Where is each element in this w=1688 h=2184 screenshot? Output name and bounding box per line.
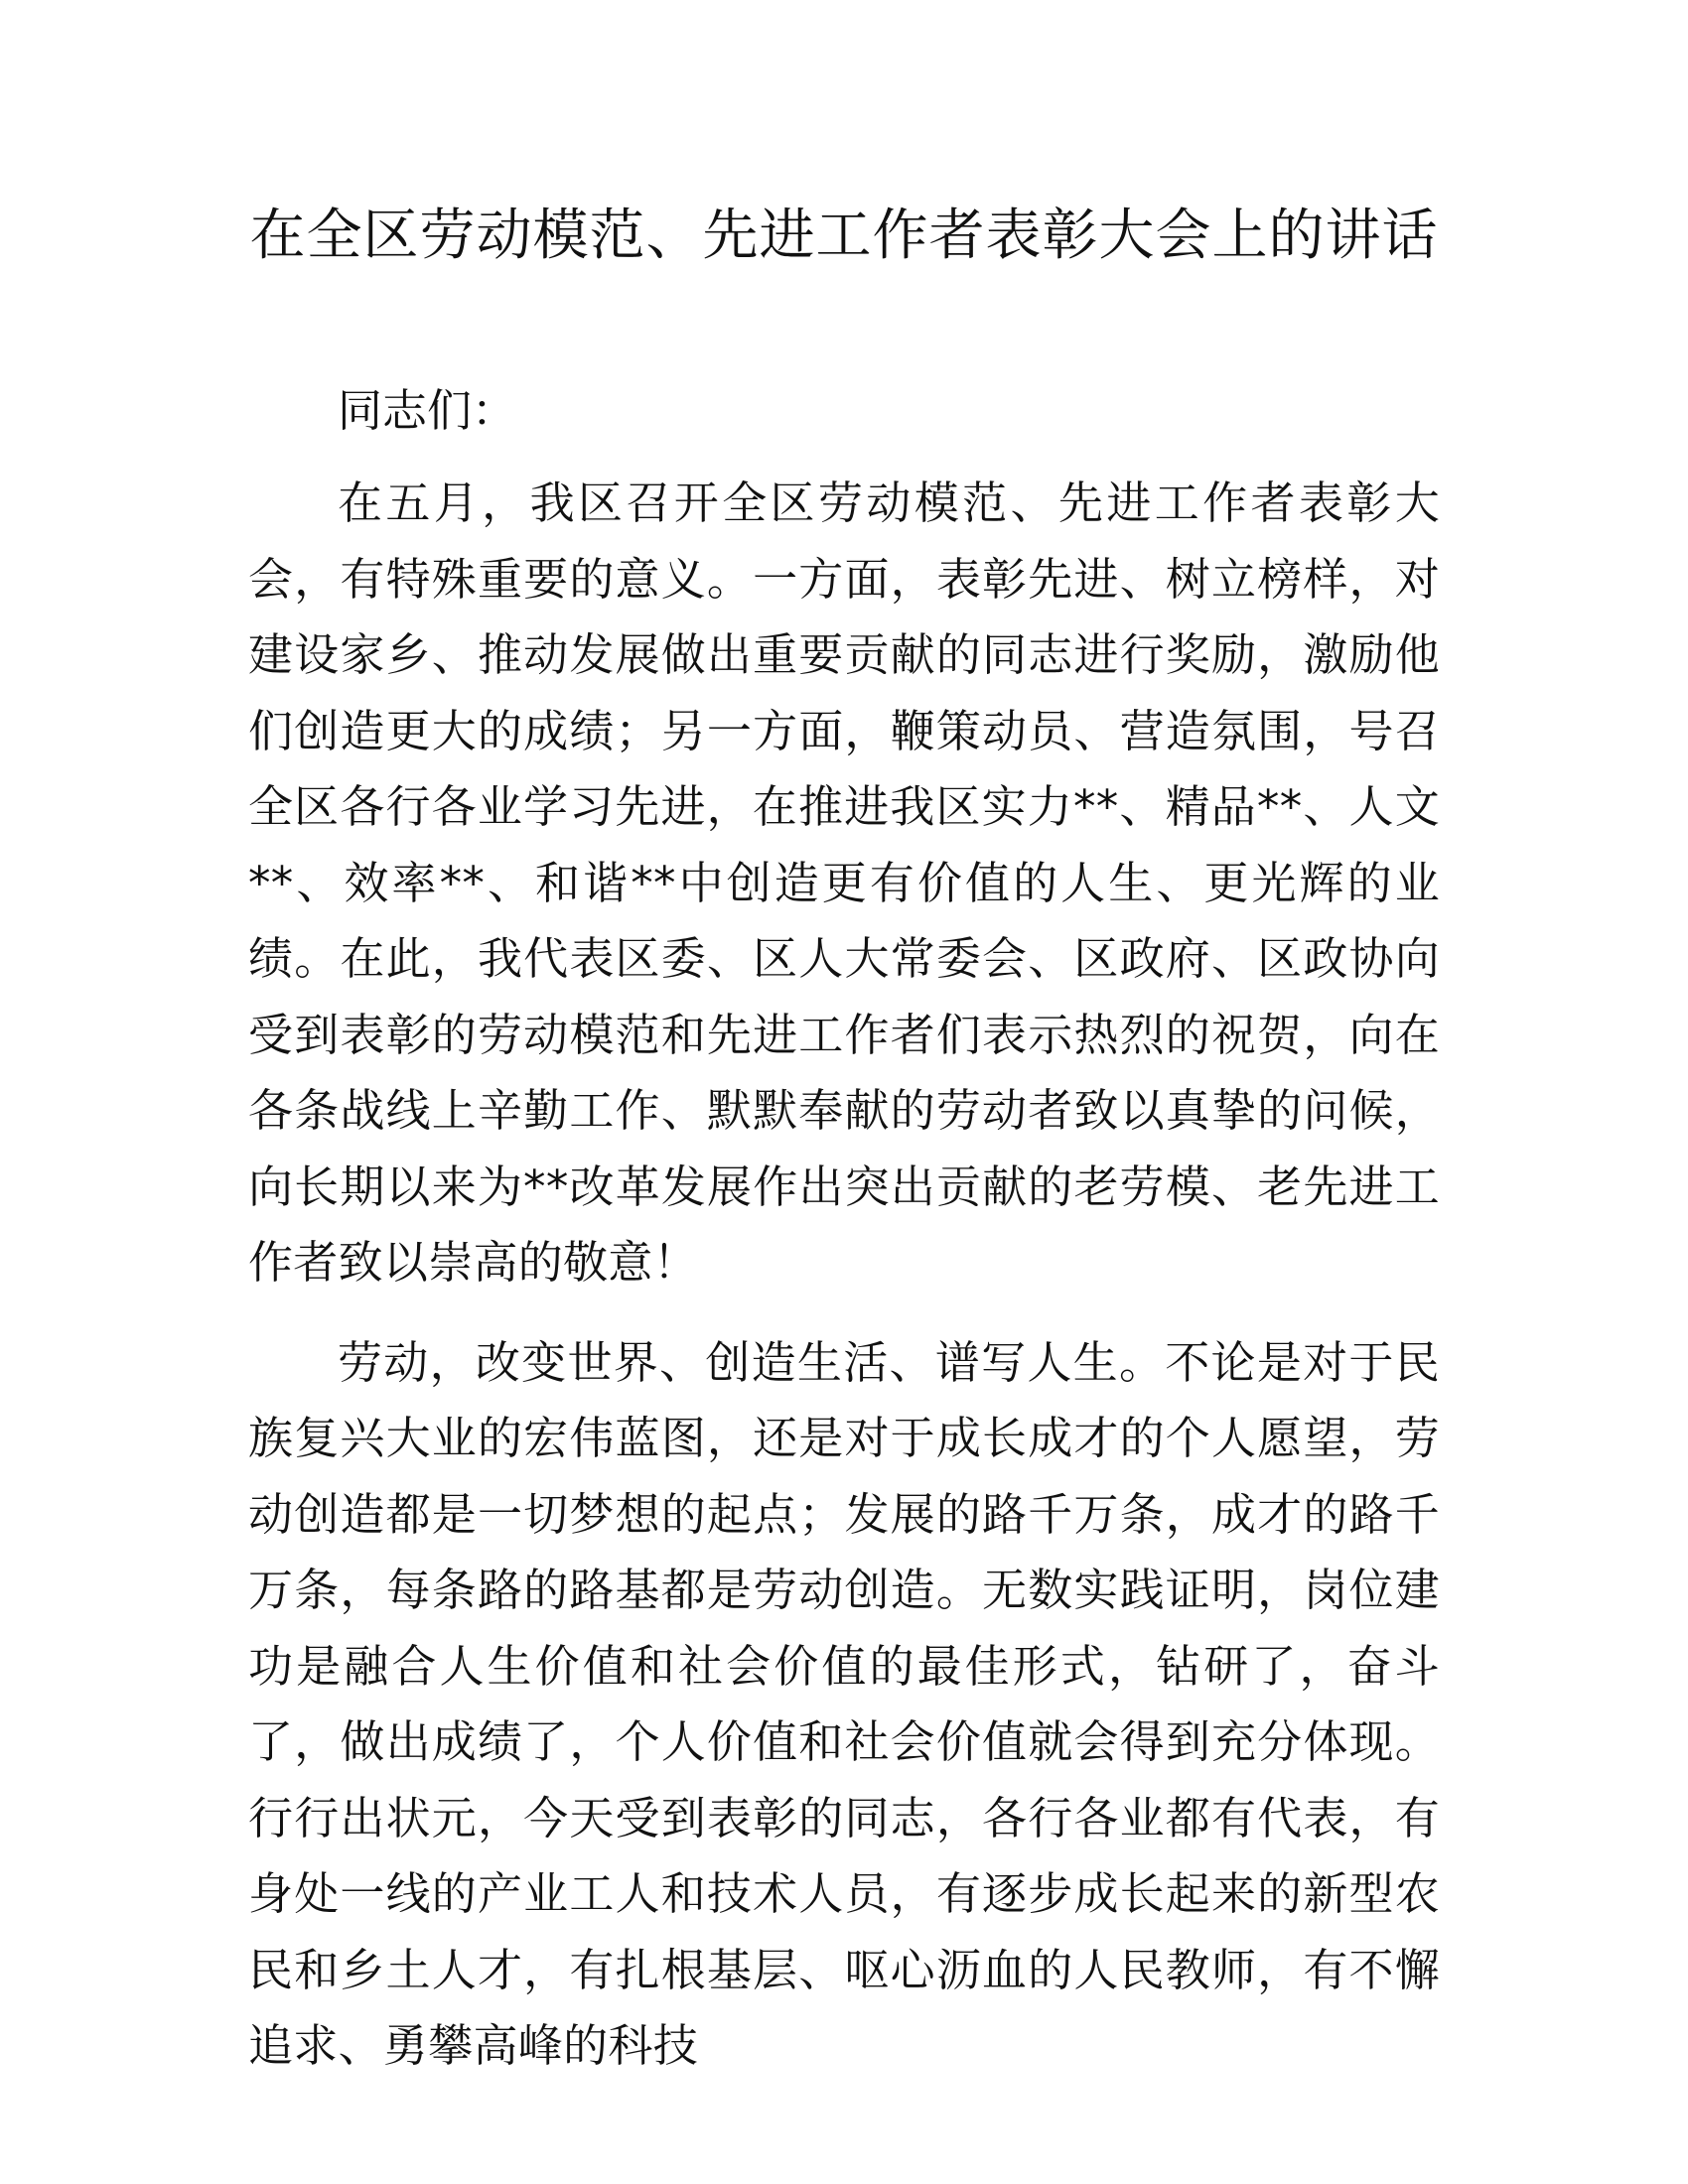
salutation: 同志们： — [338, 384, 517, 437]
document-body — [248, 382, 1440, 2109]
document-title: 在全区劳动模范、先进工作者表彰大会上的讲话 — [249, 204, 1439, 268]
paragraph-2: 劳动，改变世界、创造生活、谱写人生。不论是对于民族复兴大业的宏伟蓝图，还是对于成长成才的个人愿望，劳动创造都是一切梦想的起点；发展的路千万条，成才的路千万条，每条路的路基都是劳动创造。无数实践证明，岗位建功是融合人生价值和社会价值的最佳形式，钻研了，奋斗了，做出成绩了，个人价值和社会价值就会得到充分体现。行行出状元，今天受到表彰的同志，各行各业都有代表，有身处一线的产业工人和技术人员，有逐步成长起来的新型农民和乡土人才，有扎根基层、呕心沥血的人民教师，有不懈追求、勇攀高峰的科技 — [248, 1335, 1440, 2072]
paragraph-1: 在五月，我区召开全区劳动模范、先进工作者表彰大会，有特殊重要的意义。一方面，表彰先进、树立榜样，对建设家乡、推动发展做出重要贡献的同志进行奖励，激励他们创造更大的成绩；另一方面，鞭策动员、营造氛围，号召全区各行各业学习先进，在推进我区实力**、精品**、人文**、效率**、和谐**中创造更有价值的人生、更光辉的业绩。在此，我代表区委、区人大常委会、区政府、区政协向受到表彰的劳动模范和先进工作者们表示热烈的祝贺，向在各条战线上辛勤工作、默默奉献的劳动者致以真挚的问候，向长期以来为**改革发展作出突出贡献的老劳模、老先进工作者致以崇高的敬意！ — [248, 477, 1440, 1289]
